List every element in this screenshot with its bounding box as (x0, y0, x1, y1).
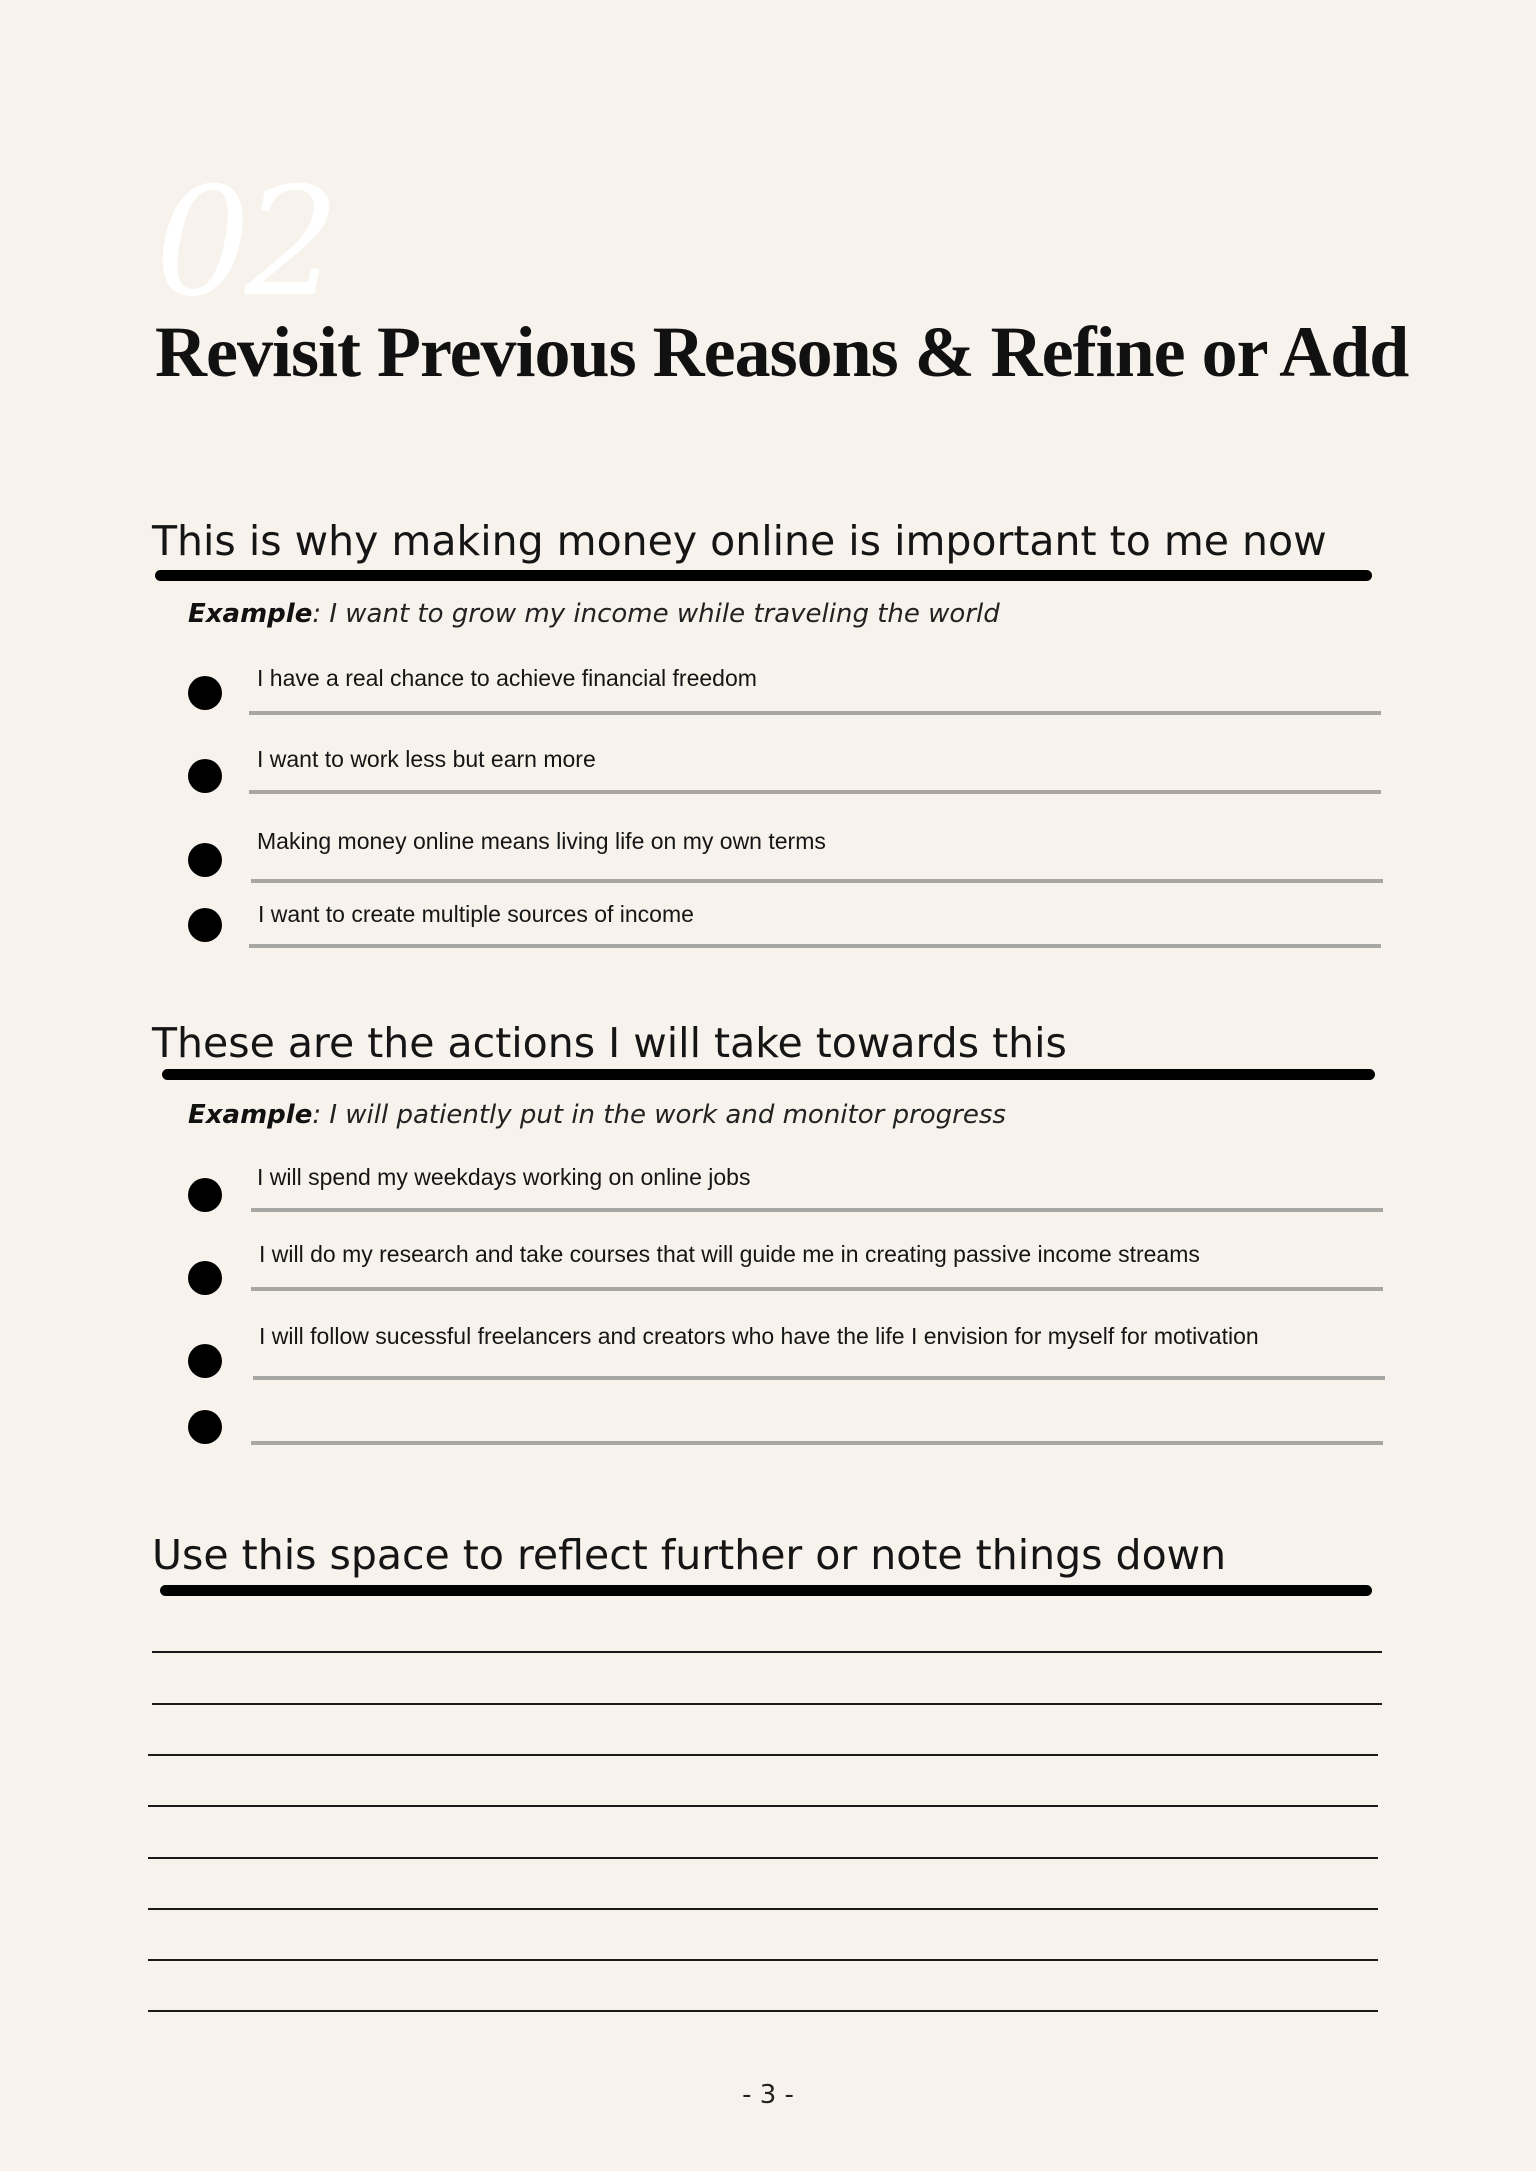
reason-item[interactable]: I want to create multiple sources of income (258, 901, 694, 927)
action-item[interactable]: I will do my research and take courses that will guide me in creating passive income streams (259, 1241, 1200, 1267)
bullet-icon (188, 1178, 222, 1212)
example-label: Example (188, 599, 313, 629)
answer-line (249, 790, 1381, 794)
answer-line (253, 1376, 1385, 1380)
page-title: Revisit Previous Reasons & Refine or Add (155, 312, 1409, 392)
answer-line (251, 1441, 1383, 1445)
example-reasons (188, 598, 1000, 630)
answer-line (251, 879, 1383, 883)
example-text: : I want to grow my income while traveling the world (312, 599, 1000, 629)
note-line[interactable] (148, 1857, 1378, 1859)
bullet-icon (188, 759, 222, 793)
note-line[interactable] (148, 2010, 1378, 2012)
note-line[interactable] (152, 1651, 1382, 1653)
heading-rule (155, 570, 1372, 581)
note-line[interactable] (148, 1959, 1378, 1961)
example-actions (188, 1099, 1006, 1131)
heading-rule (162, 1069, 1375, 1080)
answer-line (249, 711, 1381, 715)
note-line[interactable] (148, 1754, 1378, 1756)
reason-item[interactable]: Making money online means living life on my own terms (257, 828, 826, 854)
answer-line (249, 944, 1381, 948)
bullet-icon (188, 843, 222, 877)
page-number: - 3 - (742, 2080, 794, 2110)
bullet-icon (188, 908, 222, 942)
answer-line (251, 1287, 1383, 1291)
action-item[interactable]: I will spend my weekdays working on online jobs (257, 1164, 751, 1190)
answer-line (251, 1208, 1383, 1212)
section-number: 02 (155, 156, 334, 330)
bullet-icon (188, 1261, 222, 1295)
note-line[interactable] (148, 1908, 1378, 1910)
bullet-icon (188, 1344, 222, 1378)
section-heading-actions: These are the actions I will take towards this (152, 1019, 1067, 1067)
section-heading-reasons: This is why making money online is important to me now (152, 517, 1327, 565)
bullet-icon (188, 1410, 222, 1444)
reason-item[interactable]: I want to work less but earn more (257, 746, 596, 772)
example-text: : I will patiently put in the work and monitor progress (312, 1100, 1006, 1130)
example-label: Example (188, 1100, 313, 1130)
note-line[interactable] (148, 1805, 1378, 1807)
heading-rule (160, 1585, 1372, 1596)
reason-item[interactable]: I have a real chance to achieve financial freedom (257, 665, 757, 691)
action-item[interactable]: I will follow sucessful freelancers and creators who have the life I envision for myself for motivation (259, 1323, 1259, 1349)
section-heading-reflect: Use this space to reflect further or note things down (152, 1531, 1227, 1579)
note-line[interactable] (152, 1703, 1382, 1705)
bullet-icon (188, 676, 222, 710)
